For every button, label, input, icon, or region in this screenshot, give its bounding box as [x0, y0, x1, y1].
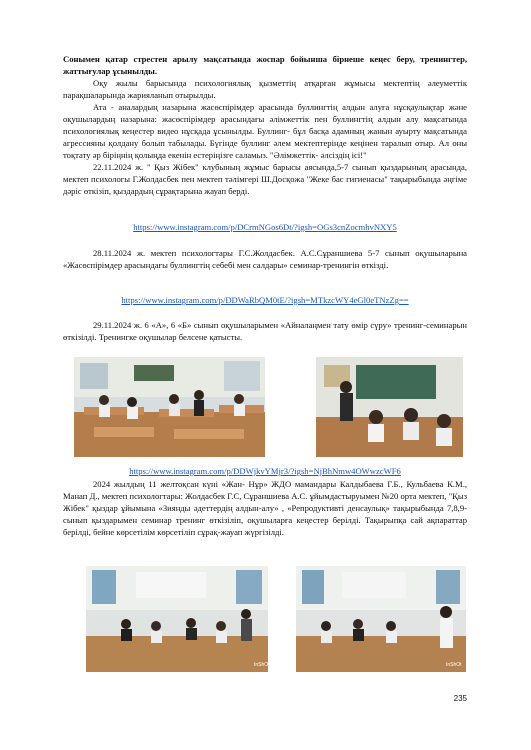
instagram-link-3[interactable]: https://www.instagram.com/p/DDWjkvYMjr3/?igsh=NjBhNmw4OWwzcWF6 [129, 466, 401, 476]
paragraph-1: Оқу жылы барысында психологиялық қызметтің атқарған жұмысы мектептің әлеуметтік парақшаларында жарияланып отырылды. [63, 78, 467, 100]
seminar-photo-2 [296, 566, 466, 672]
text-section-3 [63, 319, 467, 343]
section-heading: Сонымен қатар стрестен арылу мақсатында жоспар бойынша бірнеше кеңес беру, тренингтер, жаттығулар ұсынылды. [63, 54, 467, 76]
instagram-link-1[interactable]: https://www.instagram.com/p/DCrmNGos6Dt/?igsh=OGs3cnZocmhvNXY5 [133, 222, 397, 232]
paragraph-4: 28.11.2024 ж. мектеп психологтары Г.С.Жолдасбек. А.С.Сұраншиева 5-7 сынып оқушыларына «Жасөспірімдер арасындағы буллингтің себебі мен салдары» семинар-тренингін өткізді. [63, 248, 467, 270]
paragraph-2: Ата - аналардың назарына жасөспірімдер арасында буллингтің алдын алуға нұсқаулықтар және оқушылардың назарына: жасөспірімдер арасындағы әлімжеттік пен буллингтің алдын алу мақсатында психологиялық кеңестер видео нұсқада ұсынылды. Буллинг- бұл басқа адамның жанын ауырту мақсатында агрессияны қолдану болып табылады. Бүгінде буллинг әлем мектептерінде кеңінен таралып отыр. Ал оны тоқтату әр біріңнің қолыңда екенін естеріңізге саламыз. "Әлімжеттік- әлсіздің ісі!" [63, 102, 467, 160]
photo-watermark: InShOt [446, 662, 462, 668]
instagram-link-2[interactable]: https://www.instagram.com/p/DDWaRbQM0tE/?igsh=MTkzcWY4eGl0eTNzZg== [121, 295, 409, 305]
page-number: 235 [453, 694, 467, 703]
text-section-2 [63, 247, 467, 271]
text-section-4 [63, 478, 467, 538]
photo-watermark: InShOt [254, 662, 270, 668]
paragraph-5: 29.11.2024 ж. 6 «А», 6 «Б» сынып оқушыларымен «Айналаңмен тату өмір сүру» тренинг-семинарын өткізілді. Тренингке оқушылар белсене қатысты. [63, 320, 467, 342]
paragraph-6: 2024 жылдың 11 желтоқсан күні «Жан- Нұр» ЖДО мамандары Калдыбаева Г.Б., Кульбаева К.М., Манап Д., мектеп психологтары: Жолдасбек Г.С, Сұраншиева А.С. ұйымдастыруымен №20 орта мектеп, "Қыз Жібек" қыздар ұйымына «Зиянды әдеттердің алдын-алу» , «Репродуктивті денсаулық» тақырыбында 7,8,9-сынып қыздарымен семинар тренинг өткізіліп, оқушыларға кеңестер берілді. Тақырыпқа сай ақпараттар берілді, бейне көрсетілім көрсетіліп сұрақ-жауап жүргізілді. [63, 479, 467, 537]
text-section-1 [63, 53, 467, 197]
classroom-photo-2 [316, 357, 463, 457]
paragraph-3: 22.11.2024 ж. " Қыз Жібек" клубының жұмыс барысы аясында,5-7 сынып қыздарының арасында, мектеп психологы Г.Жолдасбек пен мектеп тәлімгері Ш.Досқожа "Жеке бас гигиенасы" тақырыбында әңгіме дәріс өткізіп, қыздардың сұрақтарына жауап берді. [63, 162, 467, 196]
classroom-photo-1 [74, 357, 265, 457]
seminar-photo-1 [86, 566, 268, 672]
